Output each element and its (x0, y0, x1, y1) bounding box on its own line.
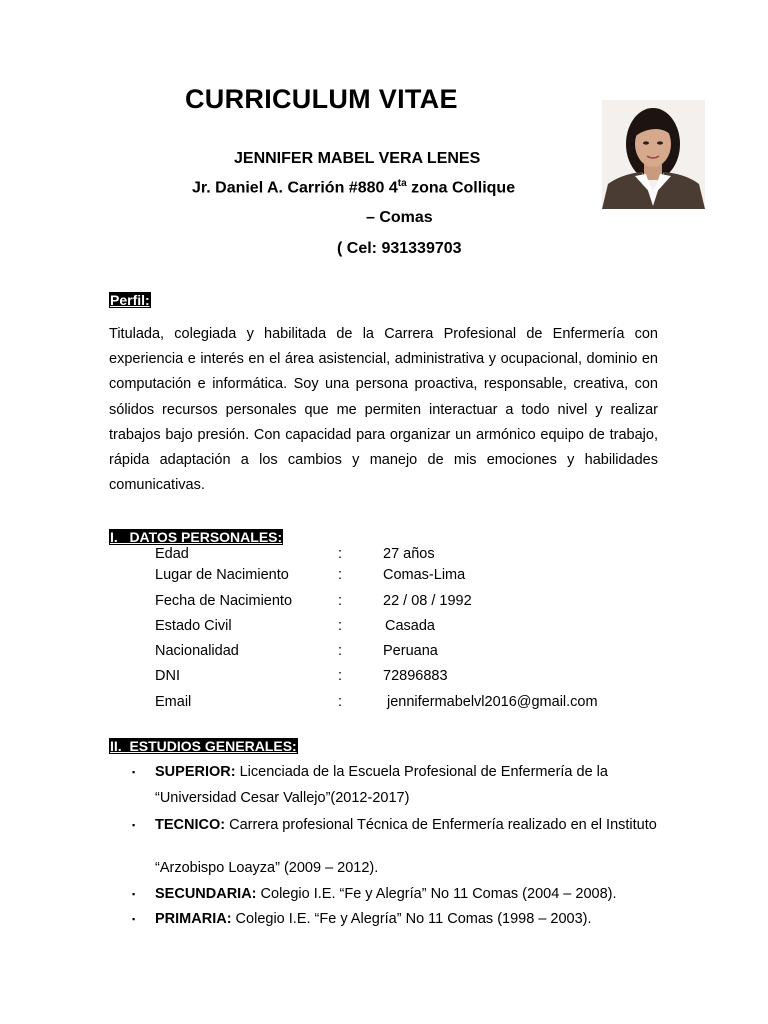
personal-data-value: 72896883 (383, 668, 448, 684)
personal-data-separator: : (338, 694, 343, 710)
personal-data-separator: : (338, 643, 343, 659)
personal-data-label: Edad (155, 546, 189, 562)
document-title: CURRICULUM VITAE (185, 84, 458, 114)
personal-data-separator: : (338, 593, 343, 609)
bullet-icon: ▪ (132, 914, 136, 924)
personal-data-separator: : (338, 618, 343, 634)
edu-secundaria (155, 886, 658, 902)
personal-data-value: Casada (385, 618, 435, 634)
edu-secundaria-text: Colegio I.E. “Fe y Alegría” No 11 Comas (2004 – 2008). (256, 886, 617, 902)
edu-primaria-label: PRIMARIA: (155, 911, 232, 927)
bullet-icon: ▪ (132, 767, 136, 777)
personal-data-label: Estado Civil (155, 618, 232, 634)
personal-data-value: Peruana (383, 643, 438, 659)
personal-data-label: Email (155, 694, 192, 710)
section-estudios-label: II. ESTUDIOS GENERALES: (110, 738, 297, 754)
edu-tecnico-text: Carrera profesional Técnica de Enfermería realizado en el Instituto (225, 817, 657, 833)
candidate-name: JENNIFER MABEL VERA LENES (234, 150, 481, 167)
personal-data-label: Lugar de Nacimiento (155, 567, 289, 583)
edu-superior-text: Licenciada de la Escuela Profesional de Enfermería de la (235, 764, 608, 780)
personal-data-value[interactable]: jennifermabelvl2016@gmail.com (387, 694, 598, 710)
edu-superior-institution: “Universidad Cesar Vallejo”(2012-2017) (155, 790, 410, 806)
address-city: – Comas (366, 209, 433, 226)
edu-tecnico-label: TECNICO: (155, 817, 226, 833)
address-rest: zona Collique (406, 179, 516, 197)
edu-tecnico (155, 816, 658, 834)
profile-paragraph: Titulada, colegiada y habilitada de la Carrera Profesional de Enfermería con experiencia e interés en el área asistencial, administrativa y ocupacional, dominio en computación e informática. Soy una persona proactiva, responsable, creativa, con sólidos recursos personales que me permiten interactuar a todo nivel y realizar trabajos bajo presión. Con capacidad para organizar un armónico equipo de trabajo, rápida adaptación a los cambios y manejo de mis emociones y habilidades comunicativas. (109, 326, 658, 494)
section-datos-personales-label: I. DATOS PERSONALES: (110, 529, 283, 545)
bullet-icon: ▪ (132, 820, 136, 830)
personal-data-value: 22 / 08 / 1992 (383, 593, 472, 609)
personal-data-value: 27 años (383, 546, 435, 562)
address-line (192, 178, 515, 197)
edu-secundaria-label: SECUNDARIA: (155, 886, 257, 902)
personal-data-label: Nacionalidad (155, 643, 239, 659)
edu-primaria (155, 911, 658, 927)
address-main: Jr. Daniel A. Carrión #880 4 (192, 179, 398, 197)
bullet-icon: ▪ (132, 889, 136, 899)
section-perfil-label: Perfil: (110, 292, 150, 308)
address-superscript: ta (397, 178, 407, 189)
edu-primaria-text: Colegio I.E. “Fe y Alegría” No 11 Comas (1998 – 2003). (231, 911, 592, 927)
edu-superior (155, 764, 658, 780)
edu-tecnico-institution: “Arzobispo Loayza” (2009 – 2012). (155, 860, 379, 876)
personal-data-separator: : (338, 668, 343, 684)
personal-data-label: DNI (155, 668, 180, 684)
personal-data-separator: : (338, 567, 343, 583)
personal-data-label: Fecha de Nacimiento (155, 593, 293, 609)
phone-number: ( Cel: 931339703 (337, 240, 462, 257)
personal-data-value: Comas-Lima (383, 567, 466, 583)
edu-superior-label: SUPERIOR: (155, 764, 236, 780)
profile-photo (602, 100, 705, 209)
personal-data-separator: : (338, 546, 343, 562)
